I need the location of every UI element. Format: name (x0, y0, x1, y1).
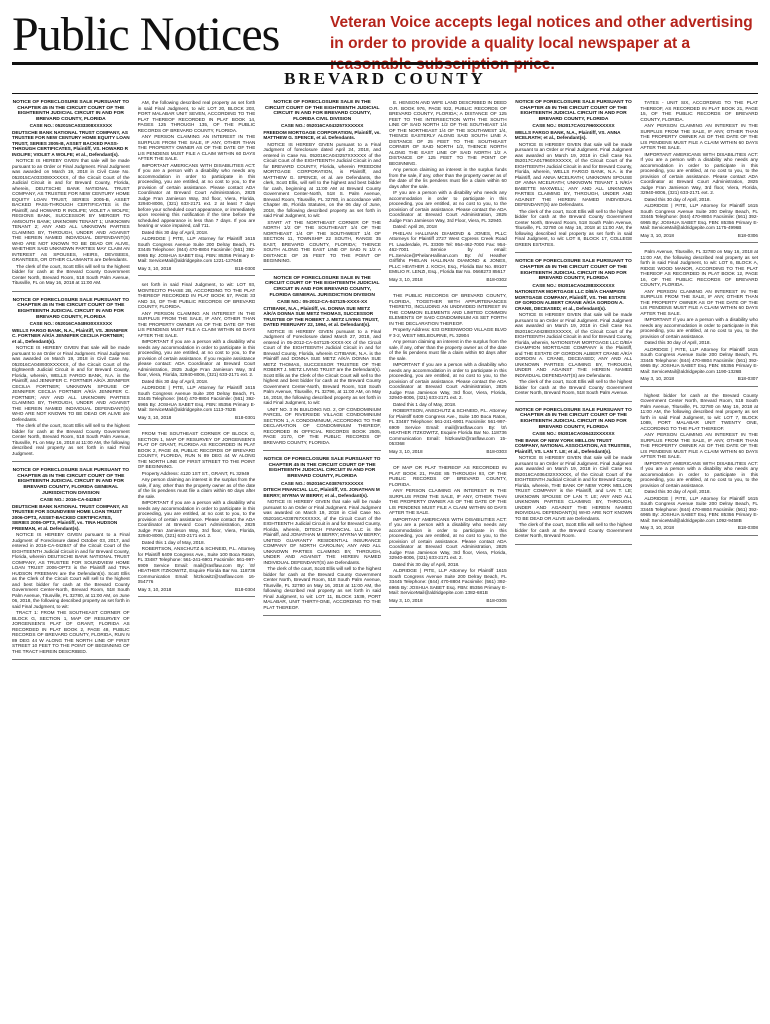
notice-heading: NOTICE OF FORECLOSURE SALE IN THE CIRCUIT COURT OF THE EIGHTEENTH JUDICIAL CIRCUIT IN AND FOR BREVARD COUNTY, FLORIDA GENERAL JURISDICTION DIVISION (264, 275, 380, 298)
notice-paragraph: NOTICE IS HEREBY GIVEN that sale will be made pursuant to an Order or Final Judgment. Final Judgment was awarded on March 19, 2018 in Civil Case No. 052016CA038767XXXXXX, of the Circuit Court of the EIGHTEENTH Judicial Circuit in and for Brevard County, Florida, wherein, DITECH FINANCIAL LLC is the Plaintiff, and JONATHAN M BERRY; MYRNA W BERRY; UNITED GUARANTY RESIDENTIAL INSURANCE COMPANY OF NORTH CAROLINA; ANY AND ALL UNKNOWN PARTIES CLAIMING BY, THROUGH, UNDER AND AGAINST THE HEREIN NAMED INDIVIDUAL DEFENDANT(S) are Defendants. (263, 499, 382, 565)
notice-paragraph: Any person claiming an interest in the surplus funds from the sale, if any, other than the property owner as of the date of the lis pendens must file a claim within 60 days after the sale. (389, 167, 507, 189)
masthead (12, 8, 758, 73)
notice-footer (138, 266, 256, 272)
legal-notice (138, 431, 256, 597)
notice-paragraph: Dated this 30 day of April, 2018. (393, 561, 460, 567)
notice-column (515, 100, 633, 1016)
notice-reference-code: B18-0301 (235, 414, 256, 420)
notice-paragraph: Dated this 30 day of April, 2018. (141, 229, 209, 235)
notice-paragraph: set forth in said Final Judgment, to wit: LOT 93, MONTECITO PHASE 2B, ACCORDING TO THE PLAT THEREOF RECORDED IN PLAT BOOK 57, PAGE 33 AND 34, OF THE PUBLIC RECORDS OF BREVARD COUNTY, FLORIDA. (137, 282, 256, 309)
legal-notice (138, 282, 256, 425)
notice-reference-code: B18-0302 (486, 276, 507, 282)
notice-paragraph: E. HENSON AND WIFE LAND DESCRIBED IN DEED O.R. BOOK 976, PAGE 922, PUBLIC RECORDS OF BREVARD COUNTY, FLORIDA; A DISTANCE OF 125 FEET TO THE INTERSECTION WITH THE SOUTH LINE OF SAID NORTH 1/2 OF THE SOUTHEAST 1/4 OF THE NORTHEAST 1/4 OF THE SOUTHWEST 1/4, THENCE EASTERLY ALONG SAID SOUTH LINE A DISTANCE OF 25 FEET TO THE SOUTHEAST CORNER OF SAID NORTH 1/2, THENCE NORTH ALONG THE EAST LINE OF SAID NORTH 1/2 A DISTANCE OF 125 FEET TO THE POINT OF BEGINNING. (389, 100, 507, 166)
notice-paragraph: NOTICE IS HEREBY GIVEN pursuant to a Final Judgment of foreclosure dated April 24, 2018, and entered in Case No. 052016CA043257XXXXXX of the Circuit Court of the EIGHTEENTH Judicial Circuit in and for BREVARD COUNTY, Florida, wherein FREEDOM MORTGAGE CORPORATION, is Plaintiff, and MATTHEW G. SPENCE, et al. are Defendants, the clerk, Scott Ellis, will sell to the highest and best bidder for cash, beginning at 11:00 AM at Brevard County Government Center-North, 518 S. Palm Avenue, Brevard Room, Titusville, FL 32780, in accordance with Chapter 45, Florida Statutes, on the 06 day of June, 2018, the following described property as set forth in said Final Judgment, to wit: (263, 141, 382, 219)
notice-paragraph: ALDRIDGE | PITE, LLP Attorney for Plaintiff 1615 South Congress Avenue Suite 200 Delray Beach, FL 33445 Telephone: (844) 470-8804 Facsimile: (561) 392-6965 By: JOSHUA SABET Esq. FBN: 85356 Primary E-Mail: ServiceMail@aldridgepite.com 1190-1326B (640, 346, 759, 374)
publication-dates: May 3, 10, 2018 (389, 276, 423, 282)
case-number: CASE NO.: 052017CA017960XXXXXX (532, 123, 615, 129)
notice-heading: NOTICE OF FORECLOSURE SALE PURSUANT TO CHAPTER 45 IN THE CIRCUIT COURT OF THE EIGHTEENTH JUDICIAL CIRCUIT IN AND FOR BREVARD COUNTY, FLORIDA (515, 407, 632, 430)
notice-column (640, 100, 758, 1016)
notice-paragraph: Dated this 1 day of May, 2018. (141, 539, 205, 545)
notice-paragraph: ANY PERSON CLAIMING AN INTEREST IN THE SURPLUS FROM THE SALE, IF ANY, OTHER THAN THE PROPERTY OWNER AS OF THE DATE OF THE LIS PENDENS MUST FILE A CLAIM WITHIN 60 DAYS AFTER THE SALE. (640, 432, 759, 459)
case-number: CASE NO.: 052015CA033308XXXXXX (29, 123, 112, 129)
notice-paragraph: NOTICE IS HEREBY GIVEN that sale will be made pursuant to an Order or Final Judgment. Final Judgment was awarded on March 19, 2018 in Civil Case No. 052017CA017960XXXXXX, of the Circuit Court of the EIGHTEENTH Judicial Circuit in and for Brevard County, Florida, wherein, WELLS FARGO BANK, N.A. is the Plaintiff, and ANNA MCELRATH; UNKNOWN SPOUSE OF ANNA MCELRATH; UNKNOWN TENANT 1 N/K/A BABETTE MAXWELL; ANY AND ALL UNKNOWN PARTIES CLAIMING BY, THROUGH, UNDER AND AGAINST THE HEREIN NAMED INDIVIDUAL DEFENDANT(S) are Defendants. (514, 141, 633, 208)
notice-paragraph: Dated: April 26, 2018 (393, 224, 437, 229)
legal-notice (12, 468, 130, 660)
notice-paragraph: Dated this 1 day of May, 2018. (393, 401, 457, 407)
case-number: CASE NO.: 05-2012-CA-047125-XXXX-XX (277, 299, 368, 305)
notice-reference-code: B18-0303 (486, 448, 507, 454)
notice-paragraph: PHELAN HALLINAN DIAMOND & JONES, PLLC Attorneys for Plaintiff 2727 West Cypress Creek Road Ft. Lauderdale, FL 33309 Tel: 954-462-7000 Fax: 954-462-7001 Service by email: FL.Service@PhelanHallinan.com By: /s/ Heather Griffiths PHELAN HALLINAN DIAMOND & JONES, PLLC HEATHER J. KOCH, Esq., Florida Bar No. 89107 EMILIO R. LENZI, Esq., Florida Bar No. 0668273 85617 (389, 230, 507, 274)
legal-notice (12, 298, 130, 462)
notice-paragraph: NOTICE IS HEREBY GIVEN that sale will be made pursuant to an Order or Final Judgment. Final Judgment was awarded on March 19, 2018 in Civil Case No. 052016CA042883XXXXXX, of the Circuit Court of the EIGHTEENTH Judicial Circuit in and for Brevard County, Florida, wherein, NATIONSTAR MORTGAGE LLC D/B/A CHAMPION MORTGAGE COMPANY is the Plaintiff, and THE ESTATE OF GORDON ALBERT CRANE A/K/A GORDON A. CRANE, DECEASED; ANY AND ALL UNKNOWN PARTIES CLAIMING BY, THROUGH, UNDER AND AGAINST THE HEREIN NAMED INDIVIDUAL DEFENDANT(S) are Defendants. (514, 312, 633, 378)
legal-notice (640, 393, 758, 536)
legal-notice (515, 100, 633, 253)
notice-paragraph: UNIT NO. 3 IN BUILDING NO. 2, OF CONDOMINIUM PARCEL OF RIVERSIDE VILLAGE CONDOMINIUM SECTION 1, A CONDOMINIUM, ACCORDING TO THE DECLARATION OF CONDOMINIUM THEREOF, RECORDED IN OFFICIAL RECORDS BOOK 2505, PAGE 2170, OF THE PUBLIC RECORDS OF BREVARD COUNTY, FLORIDA. (263, 406, 382, 445)
notice-column (12, 100, 130, 1016)
notice-paragraph: NOTICE IS HEREBY GIVEN that sale will be made pursuant to an Order or Final Judgment. Final Judgment was awarded on March 19, 2018 in Civil Case No. 052016CA036432XXXXXX, of the Circuit Court of the EIGHTEENTH Judicial Circuit in and for Brevard County, Florida, wherein, THE BANK OF NEW YORK MELLON TRUST COMPANY is the Plaintiff, and LAN T. LE; UNKNOWN SPOUSE OF LAN T. LE; ANY AND ALL UNKNOWN PARTIES CLAIMING BY, THROUGH, UNDER AND AGAINST THE HEREIN NAMED INDIVIDUAL DEFENDANT(S) WHO ARE NOT KNOWN TO BE DEAD OR ALIVE are Defendants. (514, 455, 633, 521)
legal-notice (515, 259, 633, 401)
notice-paragraph: ALDRIDGE | PITE, LLP Attorney for Plaintiff 1615 South Congress Avenue Suite 200 Delray Beach, FL 33445 Telephone: (844) 470-8804 Facsimile: (561) 392-6965 By: JOSHUA SABET Esq. FBN: 85356 Primary E-Mail: ServiceMail@aldridgepite.com 1221-12764B (137, 236, 256, 263)
publication-dates: May 3, 10, 2018 (137, 414, 172, 420)
notice-reference-code: B18-0308 (737, 525, 759, 530)
notice-paragraph: Dated this 30 day of April, 2018. (644, 196, 711, 202)
notice-reference-code: B18-0300 (235, 265, 256, 271)
notice-paragraph: ANY PERSON CLAIMING AN INTEREST IN THE SURPLUS FROM THE SALE, IF ANY, OTHER THAN THE PROPERTY OWNER AS OF THE DATE OF THE LIS PENDENS MUST FILE A CLAIM WITHIN 60 DAYS AFTER THE SALE. (137, 134, 256, 161)
notice-paragraph: ROBERTSON, ANSCHUTZ & SCHNEID, P.L. Attorney for Plaintiff 6409 Congress Ave., Suite 100 Boca Raton, FL 33487 Telephone: 561-241-6901 Facsimile: 561-997-6909 Service Email: mail@rasflaw.com By: \S\ HEATHER ITZKOWITZ, Esquire Florida Bar No. 118736 Communication Email: hitzkowitz@rasflaw.com 16-054776 (137, 546, 256, 584)
county-header-bar (12, 62, 758, 94)
notice-paragraph: IMPORTANT If you are a person with a disability who needs any accommodation in order to participate in this proceeding, you are entitled, at no cost to you, to the provision of certain assistance. Please contact the ADA Coordinator at Brevard Court Administration, 2825 Judge Fran Jamieson Way, 3rd floor, Viera, Florida, 32940-8006, (321) 633-2171 ext. 2. (137, 500, 256, 538)
legal-notice (640, 100, 758, 243)
notice-paragraph: The clerk of the court, Scott Ellis will sell to the highest bidder for cash at the Brevard County Government Center North, Brevard Room, 518 South Palm Avenue, Titusville, FL on May 16, 2018 at 11:00 AM. (12, 263, 130, 286)
notice-heading: NOTICE OF FORECLOSURE SALE PURSUANT TO CHAPTER 45 IN THE CIRCUIT COURT OF THE EIGHTEENTH JUDICIAL CIRCUIT IN AND FOR BREVARD COUNTY, FLORIDA GENERAL JURISDICTION DIVISION (12, 468, 130, 496)
notice-footer (640, 376, 758, 382)
notice-columns (12, 100, 758, 1016)
notice-reference-code: B18-0305 (486, 597, 507, 603)
notice-paragraph: Dated this 30 day of April, 2018. (644, 340, 711, 345)
notice-heading: NOTICE OF FORECLOSURE SALE PURSUANT TO CHAPTER 45 IN THE CIRCUIT COURT OF THE EIGHTEENTH JUDICIAL CIRCUIT IN AND FOR BREVARD COUNTY, FLORIDA (12, 297, 130, 320)
notice-footer (389, 449, 507, 455)
notice-paragraph: TATES - UNIT SIX, ACCORDING TO THE PLAT THEREOF, AS RECORDED IN PLAT BOOK 21, PAGE 15, OF THE PUBLIC RECORDS OF BREVARD COUNTY, FLORIDA. (640, 100, 759, 122)
notice-paragraph: FROM THE SOUTHEAST CORNER OF BLOCK G, SECTION 1, MAP OF RESURVEY OF JORGENSEN'S PLAT OF GRANT, FLORIDA AS RECORDED IN PLAT BOOK 2, PAGE 48, PUBLIC RECORDS OF BREVARD COUNTY, FLORIDA, RUN N 89 DEG 44 W ALONG THE NORTH LINE OF FIRST STREET TO THE POINT OF BEGINNING. (137, 431, 256, 469)
notice-paragraph: NOTICE IS HEREBY GIVEN that sale will be made pursuant to an Order or Final Judgment. Final Judgment was awarded on March 19, 2018 in Civil Case No. 052016CA048930XXXXXX, of the Circuit Court of the Eighteenth Judicial Circuit in and for Brevard County, Florida, wherein, WELLS FARGO BANK, N.A. is the Plaintiff, and JENNIFER C. FORTNER A/K/A JENNIFER CECILIA FORTNER; UNKNOWN SPOUSE OF JENNIFER CECILIA FORTNER A/K/A JENNIFER C. FORTNER; ANY AND ALL UNKNOWN PARTIES CLAIMING BY, THROUGH, UNDER AND AGAINST THE HEREIN NAMED INDIVIDUAL DEFENDANT(S) WHO ARE NOT KNOWN TO BE DEAD OR ALIVE are Defendants. (12, 345, 130, 422)
notice-paragraph: ALDRIDGE | PITE, LLP Attorney for Plaintiff 1615 South Congress Avenue Suite 200 Delray Beach, FL 33445 Telephone: (844) 470-8804 Facsimile: (561) 392-6965 By: JOSHUA SABET Esq. FBN: 85356 Primary E-Mail: ServiceMail@aldridgepite.com 1382-681B (389, 568, 507, 595)
notice-paragraph: OF MAP OR PLAT THEREOF AS RECORDED IN PLAT BOOK 21, PAGE 85 THROUGH 93, OF THE PUBLIC RECORDS OF BREVARD COUNTY, FLORIDA. (389, 465, 507, 487)
notice-paragraph: ANY PERSON CLAIMING AN INTEREST IN THE SURPLUS FROM THE SALE, IF ANY, OTHER THAN THE PROPERTY OWNER AS OF THE DATE OF THE LIS PENDENS MUST FILE A CLAIM WITHIN 60 DAYS AFTER THE SALE. (640, 123, 759, 150)
notice-paragraph: ROBERTSON, ANSCHUTZ & SCHNEID, P.L. Attorney for Plaintiff 6409 Congress Ave., Suite 100 Boca Raton, FL 33487 Telephone: 561-241-6901 Facsimile: 561-997-6909 Service Email: mail@rasflaw.com By: \S\ HEATHER ITZKOWITZ, Esquire Florida Bar No. 118736 Communication Email: hitzkowitz@rasflaw.com 15-053368 (389, 408, 507, 446)
notice-paragraph: THE PUBLIC RECORDS OF BREVARD COUNTY, FLORIDA, TOGETHER WITH APPURTENANCES THERETO, INCLUDING AN UNDIVIDED INTEREST IN THE COMMON ELEMENTS AND LIMITED COMMON ELEMENTS OF SAID CONDOMINIUM AS SET FORTH IN THE DECLARATION THEREOF. (389, 293, 507, 326)
notice-paragraph: ALDRIDGE | PITE, LLP Attorney for Plaintiff 1615 South Congress Avenue Suite 200 Delray Beach, FL 33445 Telephone: (844) 470-8804 Facsimile: (561) 392-6965 By: JOSHUA SABET Esq. FBN: 85356 Primary E-Mail: ServiceMail@aldridgepite.com 1092-9458B (640, 495, 759, 523)
notice-footer (138, 415, 256, 421)
notice-heading: NOTICE OF FORECLOSURE SALE PURSUANT TO CHAPTER 45 IN THE CIRCUIT COURT OF THE EIGHTEENTH JUDICIAL CIRCUIT IN AND FOR BREVARD COUNTY, FLORIDA (12, 100, 130, 122)
publication-dates: May 3, 10, 2018 (137, 265, 172, 271)
case-number: CASE NO.: 2016-CA-042847 (40, 497, 102, 503)
notice-paragraph: IMPORTANT AMERICANS WITH DISABILITIES ACT: If you are a person with a disability who needs any accommodation in order to participate in this proceeding, you are entitled, at no cost to you, to the provision of certain assistance. Please contact ADA Coordinator at Brevard Court Administration, 2825 Judge Fran Jamieson Way, 3rd floor, Viera, Florida, 32940-8006, (321) 633-2171 ext. 2 at least 7 days before your scheduled court appearance, or immediately upon receiving this notification if the time before the scheduled appearance is less than 7 days. If you are hearing or voice impaired, call 711. (137, 162, 256, 228)
notice-paragraph: IMPORTANT If you are a person with a disability who needs any accommodation in order to participate in this proceeding, you are entitled, at no cost to you, to the provision of certain assistance. Please contact the ADA Coordinator at Brevard Court Administration, 2825 Judge Fran Jamieson Way, 3rd floor, Viera, Florida, 32940-8006, (321) 633-2171 ext. 2. (389, 362, 507, 400)
notice-paragraph: The clerk of the court, Scott Ellis will sell to the highest bidder for cash at the Brevard County Government Center North, Brevard Room, 518 South Palm Avenue, Titusville, FL 32780 on May 16, 2018 at 11:00 AM, the following described real property as set forth in said Final Judgment, to wit: LOT 11, BLOCK 1539, PORT MALABAR, UNIT THIRTY-ONE, ACCORDING TO THE PLAT THEREOF. (263, 566, 382, 610)
publication-dates: May 3, 10, 2018 (640, 376, 674, 381)
notice-paragraph: Any person claiming an interest in the surplus from the sale, if any, other than the property owner as of the date of the lis pendens must file a claim within 60 days after the sale. (137, 477, 256, 499)
notice-paragraph: IMPORTANT If you are a person with a disability who needs any accommodation in order to participate in this proceeding, you are entitled, at no cost to you, to the provision of certain assistance. If you require assistance please contact: ADA Coordinator at Brevard Court Administration, 2825 Judge Fran Jamieson Way, 3rd floor, Viera, Florida, 32940-8006, (321) 633-2171 ext. 2. (137, 339, 256, 377)
legal-notice (389, 293, 507, 459)
publication-dates: May 3, 10, 2018 (640, 232, 674, 238)
notice-footer (389, 277, 507, 283)
county-name: BREVARD COUNTY (284, 69, 486, 88)
notice-column (138, 100, 256, 1016)
notice-column (263, 100, 381, 1016)
notice-paragraph: ANY PERSON CLAIMING AN INTEREST IN THE SURPLUS FROM THE SALE, IF ANY, OTHER THAN THE PROPERTY OWNER AS OF THE DATE OF THE LIS PENDENS MUST FILE A CLAIM WITHIN 60 DAYS AFTER THE SALE. (389, 488, 507, 515)
notice-footer (138, 587, 256, 593)
notice-paragraph: The clerk of the court, Scott Ellis will sell to the highest bidder for cash at the Brevard County Government Center North, Brevard Room, 518 South Palm Avenue, Titusville, FL on May 16, 2018 at 11:00 AM, the following described real property as set forth in said Final Judgment. (12, 423, 130, 456)
notice-paragraph: IMPORTANT AMERICANS WITH DISABILITIES ACT: If you are a person with a disability who needs any accommodation in order to participate in this proceeding, you are entitled, at no cost to you, to the provision of certain assistance. (640, 460, 759, 488)
notice-paragraph: Dated this 30 day of April, 2018. (141, 378, 209, 384)
legal-notice (389, 100, 507, 287)
notice-paragraph: NOTICE IS HEREBY GIVEN pursuant to a Final Judgment of Foreclosure dated March 27, 2018, and entered in 05-2012-CA-047125-XXXX-XX of the Circuit Court of the EIGHTEENTH Judicial Circuit in and for Brevard County, Florida, wherein CITIBANK, N.A. is the Plaintiff and DONNA SUE METZ A/K/A DONNA SUE METZ THOMAS, SUCCESSOR TRUSTEE OF THE ROBERT J. METZ LIVING TRUST are the Defendant(s). Scott Ellis as the Clerk of the Circuit Court will sell to the highest and best bidder for cash at the Brevard County Government Center-North, Brevard Room, 518 South Palm Avenue, Titusville, FL 32796, at 11:00 AM, on May 16, 2018, the following described property as set forth in said Final Judgment, to wit: (263, 328, 382, 406)
notice-parties: DEUTSCHE BANK NATIONAL TRUST COMPANY, AS TRUSTEE FOR SOUNDVIEW HOME LOAN TRUST 2006-OPT3, ASSET-BACKED CERTIFICATES, SERIES 2006-OPT3, Plaintiff, vs. TINA HUDSON FREEMAN, et al. Defendant(s). (12, 503, 128, 531)
notice-reference-code: B18-0306 (737, 232, 759, 238)
notice-parties: DEUTSCHE BANK NATIONAL TRUST COMPANY, AS TRUSTEE FOR NEW CENTURY HOME EQUITY LOAN TRUST, SERIES 2005-B, ASSET BACKED PASS-THROUGH CERTIFICATES, Plaintiff, VS. HOWARD R INOLIFE; VIOLET A WOLFE; et al., Defendant(s). (12, 129, 130, 157)
notice-parties: THE BANK OF NEW YORK MELLON TRUST COMPANY, NATIONAL ASSOCIATION, AS TRUSTEE, Plaintiff, VS. LAN T. LE; et al., Defendant(s). (514, 437, 631, 454)
legal-notice (263, 276, 381, 451)
notice-paragraph: IMPORTANT AMERICANS WITH DISABILITIES ACT: If you are a person with a disability who needs any accommodation in order to participate in this proceeding, you are entitled, at no cost to you, to the provision of certain assistance. Please contact ADA Coordinator at Brevard Court Administration, 2825 Judge Fran Jamieson Way, 3rd floor, Viera, Florida, 32940-8006, (321) 633-2171 ext. 2. (640, 151, 759, 195)
case-number: CASE NO.: 052016CA036432XXXXXX (532, 431, 615, 437)
notice-paragraph: The clerk of the court, Scott Ellis will sell to the highest bidder for cash at the Brevard County Government Center North, Brevard Room, 518 South Palm Avenue. (514, 379, 633, 396)
notice-footer (640, 233, 758, 239)
notice-paragraph: ALDRIDGE | PITE, LLP Attorney for Plaintiff 1615 South Congress Avenue Suite 200 Delray Beach, FL 33445 Telephone: (844) 470-8804 Facsimile: (561) 392-6965 By: JOSHUA SABET Esq. FBN: 85356 Primary E-Mail: ServiceMail@aldridgepite.com 1113-752B (137, 385, 256, 412)
notice-heading: NOTICE OF FORECLOSURE SALE PURSUANT TO CHAPTER 45 IN THE CIRCUIT COURT OF THE EIGHTEENTH JUDICIAL CIRCUIT IN AND FOR BREVARD COUNTY, FLORIDA (515, 100, 632, 122)
publication-dates: May 3, 10, 2018 (137, 586, 172, 592)
notice-paragraph: Property Address: 633 GREENWOOD VILLAGE BLVD # 3-2, WEST MELBOURNE, FL 32904 (389, 327, 507, 338)
legal-notice (263, 457, 381, 616)
legal-notice (515, 408, 633, 545)
page-title: Public Notices (12, 8, 280, 61)
legal-notice (389, 465, 507, 608)
notice-footer (389, 598, 507, 604)
notice-paragraph: TRACT 1: FROM THE SOUTHEAST CORNER OF BLOCK G, SECTION 1, MAP OF RESURVEY OF JORGENSEN'S PLAT OF GRANT, FLORIDA AS RECORDED IN PLAT BOOK 2, PAGE 48, PUBLIC RECORDS OF BREVARD COUNTY, FLORIDA, RUN N 89 DEG 44 W ALONG THE NORTH LINE OF FIRST STREET 10 FEET TO THE POINT OF BEGINNING OF THE TRACT HEREIN DESCRIBED. (12, 610, 130, 654)
notice-paragraph: The clerk of the court, Scott Ellis will sell to the highest bidder for cash at the Brevard County Government Center North, Brevard Room. (514, 522, 633, 539)
notice-paragraph: highest bidder for cash at the Brevard County Government Center North, Brevard Room, 518 South Palm Avenue, Titusville, FL 32780 on May 16, 2018 at 11:00 AM, the following described real property as set forth in said Final Judgment, to wit: LOT 7, BLOCK 1089, PORT MALABAR UNIT TWENTY ONE, ACCORDING TO THE PLAT THEREOF. (640, 392, 759, 431)
publication-dates: May 3, 10, 2018 (389, 597, 423, 603)
legal-notice (12, 100, 130, 292)
notice-column (389, 100, 507, 1016)
notice-parties: FREEDOM MORTGAGE CORPORATION, Plaintiff, vs. MATTHEW G. SPENCE, et al. Defendants. (263, 129, 381, 141)
notice-paragraph: ANY PERSON CLAIMING AN INTEREST IN THE SURPLUS FROM THE SALE, IF ANY, OTHER THAN THE PROPERTY OWNER AS OF THE DATE OF THE LIS PENDENS MUST FILE A CLAIM WITHIN 60 DAYS AFTER THE SALE. (137, 310, 256, 338)
notice-parties: CITIBANK, N.A., Plaintiff, vs. DONNA SUE METZ A/K/A DONNA SUE METZ THOMAS, SUCCESSOR TRUSTEE OF THE ROBERT J. METZ LIVING TRUST, DATED FEBRUARY 22, 1994, et al. Defendant(s). (263, 305, 379, 328)
case-number: CASE NO.: 052016CA038767XXXXXX (281, 480, 364, 486)
notice-paragraph: NOTICE IS HEREBY GIVEN that sale will be made pursuant to an Order or Final Judgment. Final Judgment was awarded on March 19, 2018 in Civil Case No. 052015CA033308XXXXXX, of the Circuit Court of the Judicial Circuit in and for Brevard County, Florida, wherein, DEUTSCHE BANK NATIONAL TRUST COMPANY, AS TRUSTEE FOR NEW CENTURY HOME EQUITY LOAN TRUST, SERIES 2005-B, ASSET BACKED PASS-THROUGH CERTIFICATES is the Plaintiff, and HOWARD R INOLIFE; VIOLET A WOLFE; REGIONS BANK, SUCCESSOR BY MERGER TO AMSOUTH BANK; UNKNOWN TENANT 1; UNKNOWN TENANT 2; ANY AND ALL UNKNOWN PARTIES CLAIMING BY, THROUGH, UNDER AND AGAINST THE HEREIN NAMED INDIVIDUAL DEFENDANT(S) WHO ARE NOT KNOWN TO BE DEAD OR ALIVE, WHETHER SAID UNKNOWN PARTIES MAY CLAIM AN INTEREST AS SPOUSES, HEIRS, DEVISEES, GRANTEES, OR OTHER CLAIMANTS are Defendants. (12, 158, 130, 263)
case-number: CASE NO.: 052016CA042883XXXXXX (532, 282, 615, 288)
notice-paragraph: Any person claiming an interest in the surplus from the sale, if any, other than the property owner as of the date of the lis pendens must file a claim within 60 days after the sale. (389, 339, 507, 361)
notice-parties: WELLS FARGO BANK, N.A., Plaintiff, VS. JENNIFER C. FORTNER A/K/A JENNIFER CECILIA FORTNER; et al., Defendant(s). (12, 327, 128, 344)
notice-paragraph: START AT THE NORTHEAST CORNER OF THE NORTH 1/2 OF THE SOUTHEAST 1/4 OF THE NORTHEAST 1/4 OF THE SOUTHWEST 1/4 OF SECTION 11, TOWNSHIP 22 SOUTH, RANGE 35 EAST, BREVARD COUNTY, FLORIDA; THENCE SOUTH ALONG THE EAST LINE OF SAID N 1/2 A DISTANCE OF 25 FEET TO THE POINT OF BEGINNING. (263, 219, 382, 264)
publication-dates: May 3, 10, 2018 (389, 448, 423, 454)
notice-parties: NATIONSTAR MORTGAGE LLC D/B/A CHAMPION MORTGAGE COMPANY, Plaintiff, VS. THE ESTATE OF GORDON ALBERT CRANE A/K/A GORDON A. CRANE, DECEASED; et al., Defendant(s). (514, 289, 627, 311)
notice-paragraph: NOTICE IS HEREBY GIVEN pursuant to a Final Judgment of Foreclosure dated October 03, 2017, and entered in 2016-CA-042847 of the Circuit Court of the EIGHTEENTH Judicial Circuit in and for Brevard County, Florida, wherein DEUTSCHE BANK NATIONAL TRUST COMPANY, AS TRUSTEE FOR SOUNDVIEW HOME LOAN TRUST 2006-OPT3 is the Plaintiff and TINA HUDSON FREEMAN are the Defendant(s). Scott Ellis as the Clerk of the Circuit Court will sell to the highest and best bidder for cash at the Brevard County Government Center-North, Brevard Room, 518 South Palm Avenue, Titusville, FL 32780, at 11:00 AM, on June 06, 2018, the following described property as set forth in said Final Judgment, to wit: (12, 532, 130, 609)
case-number: CASE NO.: 052016CA048930XXXXXX (29, 321, 112, 327)
legal-notice (263, 100, 381, 270)
notice-paragraph: IMPORTANT If you are a person with a disability who needs any accommodation in order to participate in this proceeding, you are entitled, at no cost to you, to the provision of certain assistance. (640, 317, 759, 339)
legal-notice (640, 249, 758, 387)
notice-paragraph: ANY PERSON CLAIMING AN INTEREST IN THE SURPLUS FROM THE SALE, IF ANY, OTHER THAN THE PROPERTY OWNER AS OF THE DATE OF THE LIS PENDENS MUST FILE A CLAIM WITHIN 60 DAYS AFTER THE SALE. (640, 288, 759, 316)
notice-paragraph: Palm Avenue, Titusville, FL 32780 on May 16, 2018 at 11:00 AM, the following described real property as set forth in said Final Judgment, to wit: LOT 6, BLOCK A, RIDGE WOOD MANOR, ACCORDING TO THE PLAT THEREOF AS RECORDED IN PLAT BOOK 12, PAGE 16, OF THE PUBLIC RECORDS OF BREVARD COUNTY, FLORIDA. (640, 249, 759, 287)
notice-paragraph: The clerk of the court, Scott Ellis will sell to the highest bidder for cash at the Brevard County Government Center North, Brevard Room, 518 South Palm Avenue, Titusville, FL 32780 on May 16, 2018 at 11:00 AM, the following described real property as set forth in said Final Judgment, to wit: LOT 8, BLOCK 17, COLLEGE GREEN ESTATES. (514, 208, 633, 247)
notice-paragraph: IF you are a person with a disability who needs any accommodation in order to participate in this proceeding, you are entitled, at no cost to you, to the provision of certain assistance. Please contact the ADA Coordinator at Brevard Court Administration, 2825 Judge Fran Jamieson Way, 3rd Floor, Viera, FL 32940. (389, 190, 507, 223)
notice-reference-code: B18-0307 (737, 376, 759, 381)
notice-parties: WELLS FARGO BANK, N.A., Plaintiff, VS. ANNA MCELRATH; et al., Defendant(s). (514, 129, 621, 141)
notice-heading: NOTICE OF FORECLOSURE SALE PURSUANT TO CHAPTER 45 IN THE CIRCUIT COURT OF THE EIGHTEENTH JUDICIAL CIRCUIT IN AND FOR BREVARD COUNTY, FLORIDA (515, 259, 632, 282)
notice-paragraph: Property Address: 4120 1ST ST., GRANT, FL 32949 (141, 470, 250, 476)
notice-paragraph: ALDRIDGE | PITE, LLP Attorney for Plaintiff 1615 South Congress Avenue Suite 200 Delray Beach, FL 33445 Telephone: (844) 470-8804 Facsimile: (561) 392-6965 By: JOSHUA SABET Esq. FBN: 85356 Primary E-Mail: ServiceMail@aldridgepite.com 1175-4996B (640, 203, 759, 230)
notice-heading: NOTICE OF FORECLOSURE SALE PURSUANT TO CHAPTER 45 IN THE CIRCUIT COURT OF THE EIGHTEENTH JUDICIAL CIRCUIT IN AND FOR BREVARD COUNTY, FLORIDA (263, 457, 381, 480)
notice-paragraph: Dated this 30 day of April, 2018. (644, 489, 711, 494)
notice-paragraph: IMPORTANT AMERICANS WITH DISABILITIES ACT: If you are a person with a disability who needs any accommodation in order to participate in this proceeding, you are entitled, at no cost to you, to the provision of certain assistance. Please contact ADA Coordinator at Brevard Court Administration, 2825 Judge Fran Jamieson Way, 3rd floor, Viera, Florida, 32940-8006, (321) 633-2171 ext. 2. (389, 516, 507, 560)
case-number: CASE NO.: 052016CA043257XXXXXX (281, 123, 364, 129)
publication-dates: May 3, 10, 2018 (640, 525, 674, 530)
notice-paragraph: AM, the following described real property as set forth in said Final Judgment, to wit: LOT 20, BLOCK 203, PORT MALABAR UNIT SEVEN, ACCORDING TO THE PLAT THEREOF RECORDED IN PLAT BOOK 14, PAGES 125 THROUGH 135, OF THE PUBLIC RECORDS OF BREVARD COUNTY, FLORIDA. (137, 100, 256, 133)
legal-notice (138, 100, 256, 276)
notice-parties: DITECH FINANCIAL LLC, Plaintiff, VS. JONATHAN M BERRY; MYRNA W BERRY; et al., Defendant(s). (263, 487, 380, 498)
notice-heading: NOTICE OF FORECLOSURE SALE IN THE CIRCUIT COURT OF THE EIGHTEENTH JUDICIAL CIRCUIT IN AND FOR BREVARD COUNTY, FLORIDA CIVIL DIVISION (264, 100, 380, 122)
notice-reference-code: B18-0304 (235, 586, 256, 592)
masthead-tagline: Veteran Voice accepts legal notices and other advertising in order to provide a quality local newspaper at a reasonable subscription price. (330, 14, 753, 73)
notice-footer (640, 525, 758, 531)
